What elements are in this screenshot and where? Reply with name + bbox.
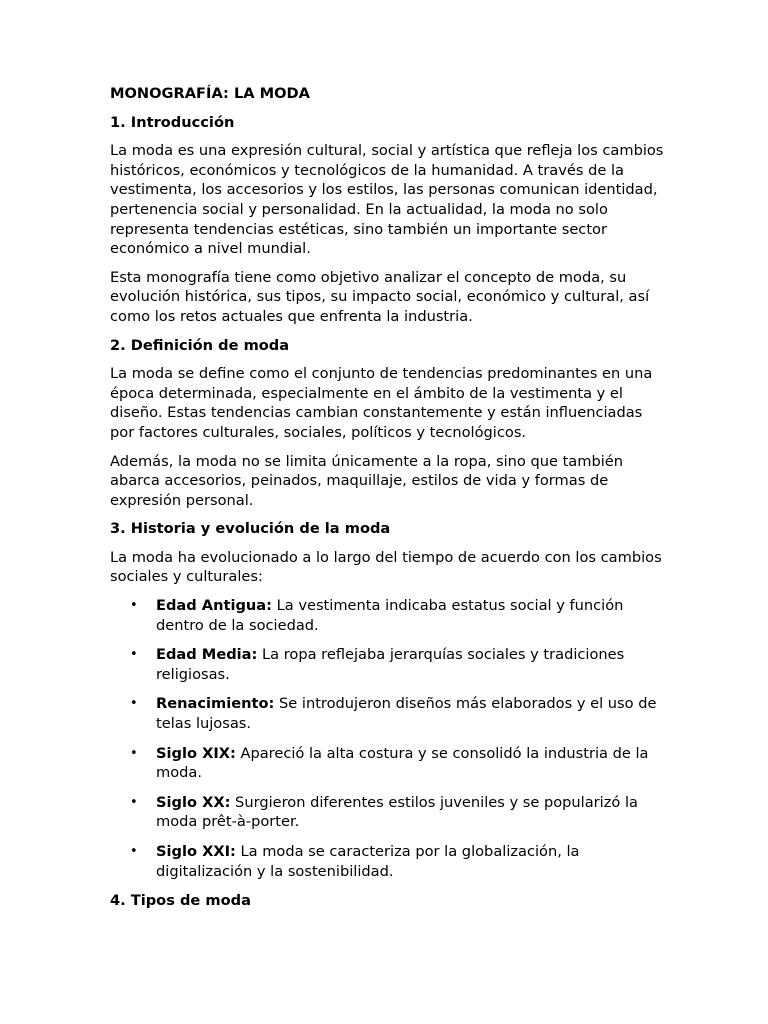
bullet-icon: • [130,794,138,810]
bullet-icon: • [130,647,138,663]
bullet-text: La moda se caracteriza por la globalización, la digitalización y la sostenibilidad. [156,843,580,880]
section-heading-introduction: 1. Introducción [110,113,235,131]
history-intro-paragraph: La moda ha evolucionado a lo largo del tiempo de acuerdo con los cambios sociales y culturales: [110,548,662,586]
section-heading-definition: 2. Definición de moda [110,336,290,354]
document-page [110,84,670,920]
bullet-icon: • [130,598,138,614]
bullet-term: Siglo XX: [156,793,231,811]
list-item [110,645,670,684]
definition-paragraph-1: La moda se define como el conjunto de tendencias predominantes en una época determinada, especialmente en el ámbito de la vestimenta y el diseño. Estas tendencias cambian constantemente y están influenciadas por factores culturales, sociales, políticos y tecnológicos. [110,365,653,441]
list-item [110,842,670,881]
definition-paragraph-2: Además, la moda no se limita únicamente a la ropa, sino que también abarca accesorios, peinados, maquillaje, estilos de vida y formas de expresión personal. [110,452,624,509]
bullet-text: Apareció la alta costura y se consolidó la industria de la moda. [156,744,649,782]
bullet-icon: • [130,745,138,761]
bullet-icon: • [130,696,138,712]
bullet-text: Surgieron diferentes estilos juveniles y se popularizó la moda prêt-à-porter. [156,793,638,831]
bullet-term: Siglo XXI: [156,843,236,860]
intro-paragraph-2: Esta monografía tiene como objetivo analizar el concepto de moda, su evolución histórica, sus tipos, su impacto social, económico y cultural, así como los retos actuales que enfrenta la industria. [110,268,650,325]
bullet-term: Siglo XIX: [156,744,236,762]
list-item [110,793,670,832]
document-title: MONOGRAFÍA: LA MODA [110,85,310,102]
bullet-text: La vestimenta indicaba estatus social y función dentro de la sociedad. [156,597,624,634]
intro-paragraph-1: La moda es una expresión cultural, social y artística que refleja los cambios históricos, económicos y tecnológicos de la humanidad. A través de la vestimenta, los accesorios y los estilos, las personas comunican identidad, pertenencia social y personalidad. En la actualidad, la moda no solo representa tendencias estéticas, sino también un importante sector económico a nivel mundial. [110,142,664,258]
list-item [110,744,670,783]
section-heading-types: 4. Tipos de moda [110,892,251,910]
bullet-term: Edad Media: [156,646,258,664]
bullet-term: Renacimiento: [156,695,275,713]
bullet-text: La ropa reflejaba jerarquías sociales y tradiciones religiosas. [156,646,625,683]
list-item [110,694,670,733]
bullet-term: Edad Antigua: [156,597,272,615]
section-heading-history: 3. Historia y evolución de la moda [110,520,391,538]
list-item [110,596,670,635]
bullet-icon: • [130,844,138,859]
bullet-text: Se introdujeron diseños más elaborados y el uso de telas lujosas. [156,695,657,733]
history-bullet-list [110,596,670,881]
